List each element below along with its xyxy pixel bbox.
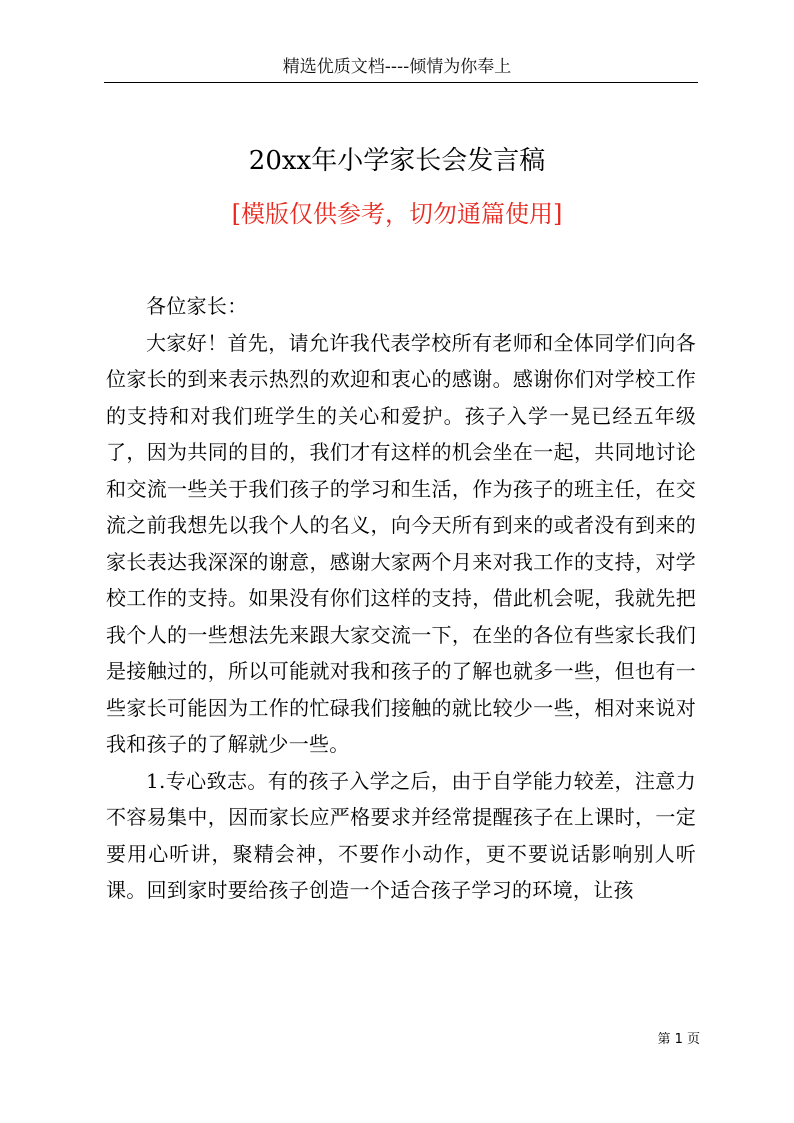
document-body <box>106 288 696 909</box>
paragraph-point-1: 1.专心致志。有的孩子入学之后，由于自学能力较差，注意力不容易集中，因而家长应严格要求并经常提醒孩子在上课时，一定要用心听讲，聚精会神，不要作小动作，更不要说话影响别人听课。回到家时要给孩子创造一个适合孩子学习的环境，让孩 <box>106 768 696 902</box>
document-subtitle: [模版仅供参考，切勿通篇使用] <box>231 200 563 228</box>
document-title: 20xx年小学家长会发言稿 <box>248 146 546 176</box>
page-number: 第 1 页 <box>657 1032 700 1047</box>
header-divider <box>104 82 698 83</box>
page-header: 精选优质文档----倾情为你奉上 <box>282 57 512 77</box>
salutation: 各位家长： <box>146 294 248 318</box>
paragraph-intro: 大家好！首先，请允许我代表学校所有老师和全体同学们向各位家长的到来表示热烈的欢迎和衷心的感谢。感谢你们对学校工作的支持和对我们班学生的关心和爱护。孩子入学一晃已经五年级了，因为共同的目的，我们才有这样的机会坐在一起，共同地讨论和交流一些关于我们孩子的学习和生活，作为孩子的班主任，在交流之前我想先以我个人的名义，向今天所有到来的或者没有到来的家长表达我深深的谢意，感谢大家两个月来对我工作的支持，对学校工作的支持。如果没有你们这样的支持，借此机会呢，我就先把我个人的一些想法先来跟大家交流一下，在坐的各位有些家长我们是接触过的，所以可能就对我和孩子的了解也就多一些，但也有一些家长可能因为工作的忙碌我们接触的就比较少一些，相对来说对我和孩子的了解就少一些。 <box>106 330 696 756</box>
